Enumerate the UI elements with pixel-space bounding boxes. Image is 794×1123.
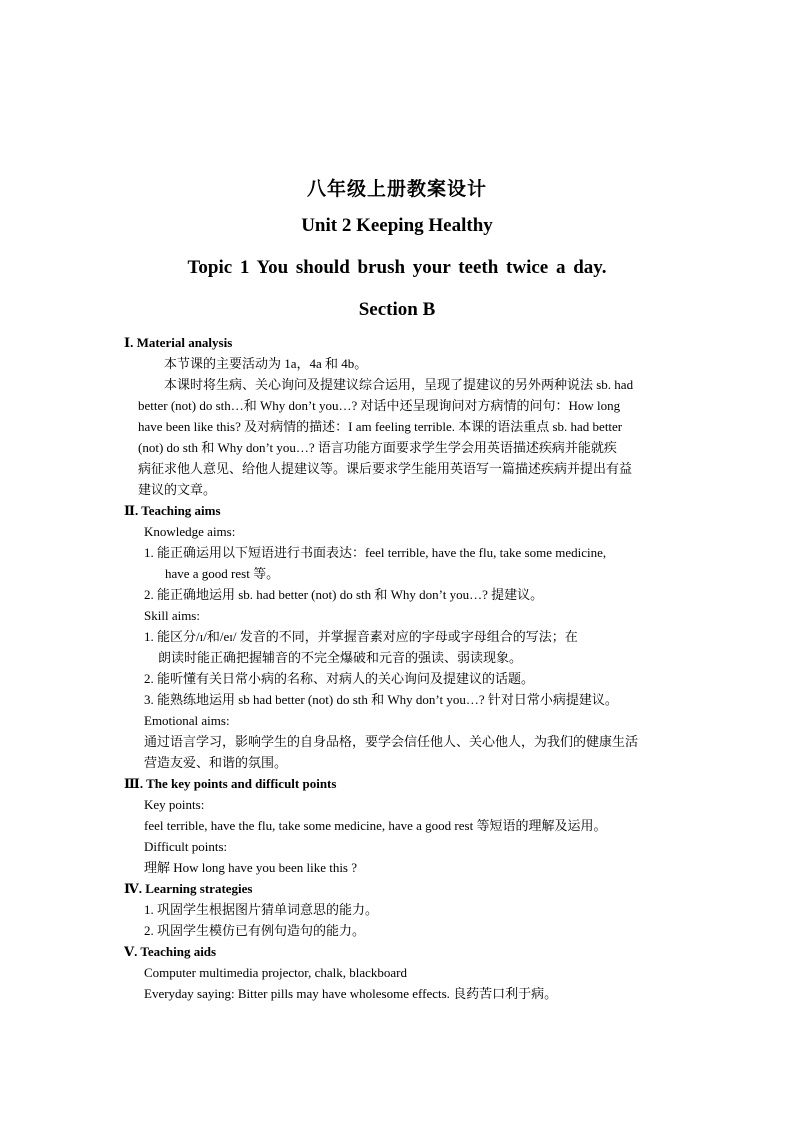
difficult-points-label: Difficult points: [144, 839, 228, 854]
section-title: Section B [358, 299, 436, 320]
material-paragraph-2-line-2: better (not) do sth…和 Why don’t you…? 对话中还呈现询问对方病情的问句：How long [138, 398, 621, 413]
material-paragraph-2-line-1: 本课时将生病、关心询问及提建议综合运用，呈现了提建议的另外两种说法 sb. had [164, 377, 634, 392]
knowledge-aim-1-line-1: 1. 能正确运用以下短语进行书面表达：feel terrible, have the flu, take some medicine, [144, 545, 607, 560]
skill-aims-label: Skill aims: [144, 608, 200, 623]
everyday-saying: Everyday saying: Bitter pills may have wholesome effects. 良药苦口利于病。 [144, 986, 558, 1001]
knowledge-aims-label: Knowledge aims: [144, 524, 236, 539]
material-paragraph-2-line-4: (not) do sth 和 Why don’t you…? 语言功能方面要求学生学会用英语描述疾病并能就疾 [138, 440, 617, 455]
skill-aim-2: 2. 能听懂有关日常小病的名称、对病人的关心询问及提建议的话题。 [144, 671, 535, 686]
strategy-2: 2. 巩固学生模仿已有例句造句的能力。 [144, 923, 366, 938]
material-paragraph-2-line-6: 建议的文章。 [138, 482, 217, 497]
heading-teaching-aims: Ⅱ. Teaching aims [124, 503, 221, 518]
topic-title: Topic 1 You should brush your teeth twice a day. [187, 257, 607, 278]
difficult-points-text: 理解 How long have you been like this ? [144, 860, 358, 875]
document-title: 八年级上册教案设计 [306, 179, 487, 200]
strategy-1: 1. 巩固学生根据图片猜单词意思的能力。 [144, 902, 379, 917]
material-paragraph-1: 本节课的主要活动为 1a，4a 和 4b。 [164, 356, 368, 371]
emotional-aim-line-2: 营造友爱、和谐的氛围。 [144, 755, 288, 770]
heading-key-points: Ⅲ. The key points and difficult points [124, 776, 337, 791]
knowledge-aim-1-line-2: have a good rest 等。 [165, 566, 280, 581]
emotional-aim-line-1: 通过语言学习，影响学生的自身品格，要学会信任他人、关心他人，为我们的健康生活 [144, 734, 639, 749]
material-paragraph-2-line-5: 病征求他人意见、给他人提建议等。课后要求学生能用英语写一篇描述疾病并提出有益 [138, 461, 633, 476]
heading-material-analysis: Ⅰ. Material analysis [124, 335, 233, 350]
skill-aim-1-line-2: 朗读时能正确把握辅音的不完全爆破和元音的强读、弱读现象。 [158, 650, 523, 665]
key-points-text: feel terrible, have the flu, take some medicine, have a good rest 等短语的理解及运用。 [144, 818, 607, 833]
emotional-aims-label: Emotional aims: [144, 713, 230, 728]
document-body [124, 332, 674, 1004]
knowledge-aim-2: 2. 能正确地运用 sb. had better (not) do sth 和 Why don’t you…? 提建议。 [144, 587, 544, 602]
unit-title: Unit 2 Keeping Healthy [301, 215, 493, 236]
heading-learning-strategies: Ⅳ. Learning strategies [124, 881, 253, 896]
heading-teaching-aids: Ⅴ. Teaching aids [124, 944, 217, 959]
skill-aim-3: 3. 能熟练地运用 sb had better (not) do sth 和 Why don’t you…? 针对日常小病提建议。 [144, 692, 618, 707]
teaching-aids-text: Computer multimedia projector, chalk, blackboard [144, 965, 408, 980]
material-paragraph-2-line-3: have been like this? 及对病情的描述：I am feeling terrible. 本课的语法重点 sb. had better [138, 419, 623, 434]
key-points-label: Key points: [144, 797, 205, 812]
skill-aim-1-line-1: 1. 能区分/ɪ/和/eɪ/ 发音的不同，并掌握音素对应的字母或字母组合的写法；在 [144, 629, 578, 644]
